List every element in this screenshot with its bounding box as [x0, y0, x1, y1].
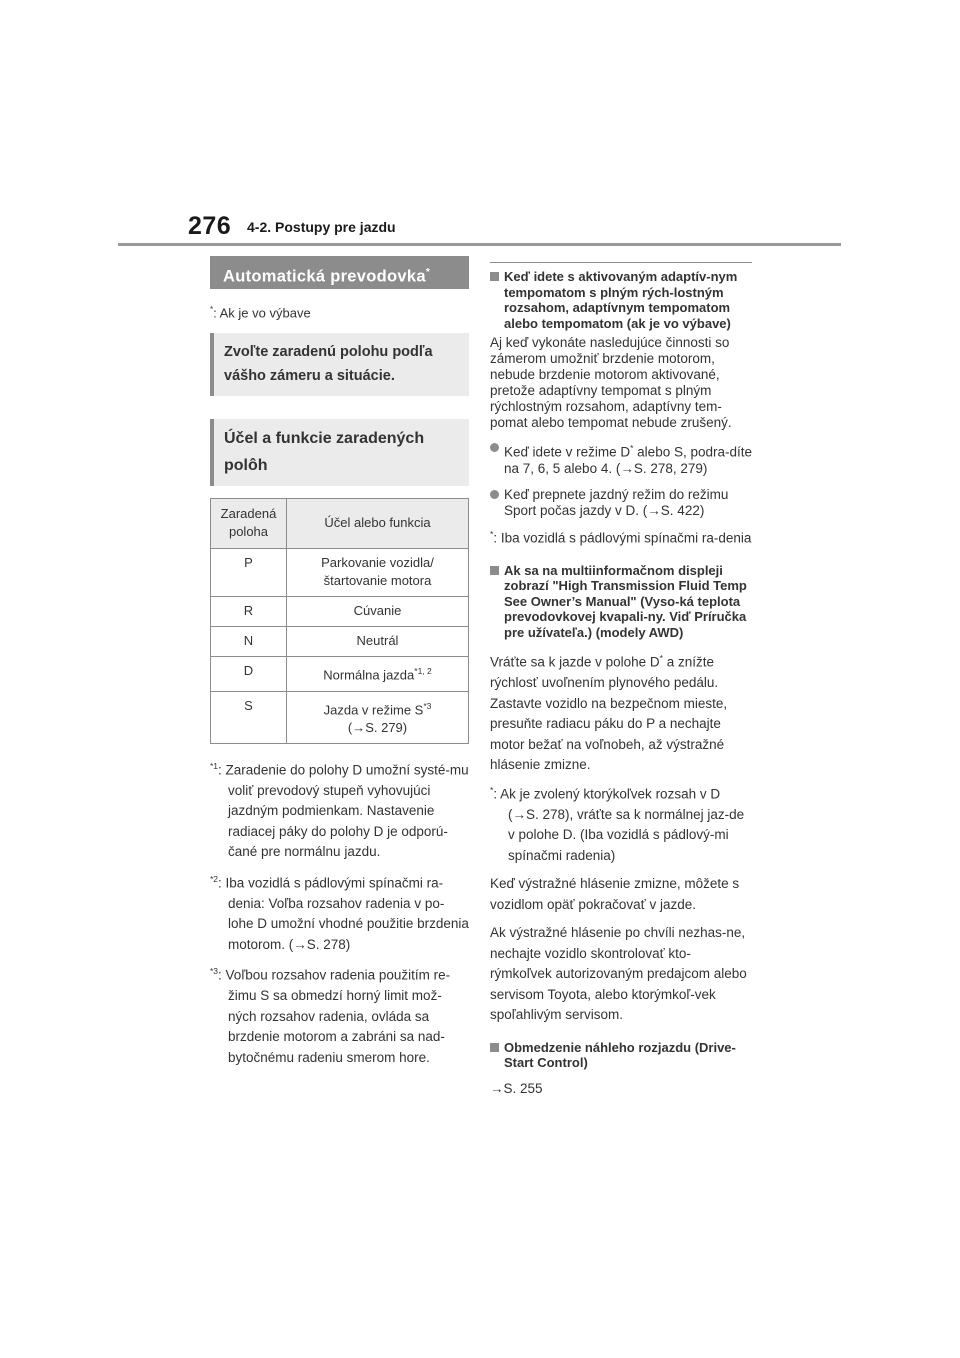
- page-reference: (→S. 279): [347, 719, 408, 735]
- footnote-mark: *: [490, 528, 494, 539]
- footnote: [210, 961, 469, 1068]
- table-header-position: Zaradená poloha: [211, 499, 287, 549]
- footnote-mark: *1: [210, 760, 219, 771]
- paragraph-text: a znížte rýchlosť uvoľnením plynového pedálu. Zastavte vozidlo na bezpečnom mieste, presuňte radiacu páku do P a nechajte motor bežať na voľnobeh, až výstražné hlásenie zmizne.: [490, 654, 728, 772]
- column-top-rule: [490, 262, 752, 263]
- table-cell-position: D: [211, 657, 287, 691]
- topic-heading-text: Keď idete s aktivovaným adaptív-nym tempomatom s plným rých-lostným rozsahom, adaptívnym tempomatom alebo tempomatom (ak je vo výbave): [504, 269, 738, 331]
- footnote-text: : Voľbou rozsahov radenia použitím re-žimu S sa obmedzí horný limit mož-ných rozsahov radenia, ovláda sa brzdenie motorom a zabráni sa nad-bytočnému radeniu smerom hore.: [218, 967, 451, 1065]
- footnote-mark: *: [659, 653, 663, 663]
- list-item-text: Keď idete v režime D: [504, 444, 631, 460]
- table-row: [211, 657, 469, 691]
- footnote-mark: *: [630, 443, 634, 453]
- table-row: [211, 691, 469, 743]
- table-cell-position: S: [211, 691, 287, 743]
- paragraph: Ak výstražné hlásenie po chvíli nezhas-ne, nechajte vozidlo skontrolovať kto-rýmkoľvek autorizovaným predajcom alebo servisom Toyota, alebo ktorýmkoľ-vek spoľahlivým servisom.: [490, 925, 747, 1022]
- table-cell-position: P: [211, 549, 287, 597]
- table-cell-function: [287, 691, 469, 743]
- paragraph: Aj keď vykonáte nasledujúce činnosti so zámerom umožniť brzdenie motorom, nebude brzdenie motorom aktivované, pretože adaptívny tempomat s plným rýchlostným rozsahom, adaptívny tem-pomat alebo tempomat nebude zrušený.: [490, 335, 732, 430]
- table-cell-function-text: Normálna jazda: [323, 667, 415, 683]
- footnote: [490, 780, 752, 867]
- right-column: [490, 262, 752, 1099]
- table-cell-function: [287, 657, 469, 691]
- footnote-text: : Iba vozidlá s pádlovými spínačmi ra-denia: [493, 530, 752, 545]
- page-number: 276: [188, 212, 232, 240]
- table-cell-position: N: [211, 627, 287, 657]
- gear-positions-table: [210, 498, 469, 744]
- page-reference: →S. 255: [490, 1080, 543, 1096]
- left-column: [210, 256, 469, 1068]
- table-cell-position: R: [211, 597, 287, 627]
- circle-bullet-icon: [490, 443, 499, 452]
- topic-heading-text: Ak sa na multiinformačnom displeji zobrazí "High Transmission Fluid Temp See Owner’s Manual" (Vyso-ká teplota prevodovkovej kvapali-ny. Viď Príručka pre užívateľa.) (modely AWD): [504, 562, 747, 640]
- footnote: [490, 524, 752, 549]
- footnote-mark: *3: [210, 966, 219, 977]
- list-item: [490, 440, 752, 478]
- table-cell-function-text: Jazda v režime S: [323, 701, 424, 717]
- lead-box: Zvoľte zaradenú polohu podľa vášho zámeru a situácie.: [210, 333, 469, 396]
- footnote-text: : Ak je zvolený ktorýkoľvek rozsah v D (→S. 278), vráťte sa k normálnej jaz-de v polohe D. (Iba vozidlá s pádlový-mi spínačmi radenia): [493, 786, 745, 863]
- table-row: [211, 597, 469, 627]
- footnote-text: : Zaradenie do polohy D umožní systé-mu voliť prevodový stupeň vyhovujúci jazdným podmienkam. Nastavenie radiacej páky do polohy D je odporú-čané pre normálnu jazdu.: [218, 762, 469, 860]
- table-cell-function: Cúvanie: [287, 597, 469, 627]
- table-cell-function: Neutrál: [287, 627, 469, 657]
- topic-heading: [490, 1040, 752, 1071]
- table-header-row: [211, 499, 469, 549]
- header-divider: [118, 243, 841, 246]
- topic-heading-text: Obmedzenie náhleho rozjazdu (Drive-Start Control): [504, 1039, 736, 1070]
- circle-bullet-icon: [490, 490, 499, 499]
- footnote-mark: *1, 2: [414, 666, 432, 677]
- square-bullet-icon: [490, 272, 499, 281]
- paragraph: [490, 648, 752, 776]
- list-item: [490, 487, 752, 520]
- list-item-text: Keď prepnete jazdný režim do režimu Sport počas jazdy v D. (→S. 422): [504, 486, 729, 518]
- list-item-text: alebo S, podra-díte na 7, 6, 5 alebo 4. (→S. 278, 279): [504, 444, 753, 476]
- footnote: [210, 869, 469, 956]
- main-heading-mark: *: [425, 267, 431, 278]
- table-header-function: Účel alebo funkcia: [287, 499, 469, 549]
- table-row: [211, 549, 469, 597]
- main-heading: [210, 256, 469, 289]
- table-cell-function: Parkovanie vozidla/ štartovanie motora: [287, 549, 469, 597]
- paragraph: Keď výstražné hlásenie zmizne, môžete s vozidlom opäť pokračovať v jazde.: [490, 876, 740, 912]
- footnote-mark: *2: [210, 873, 219, 884]
- topic-heading: [490, 563, 752, 641]
- availability-note: [210, 305, 469, 320]
- main-heading-text: Automatická prevodovka: [223, 267, 426, 286]
- availability-mark: *: [210, 305, 214, 314]
- square-bullet-icon: [490, 566, 499, 575]
- availability-text: : Ak je vo výbave: [213, 305, 311, 321]
- section-title: 4-2. Postupy pre jazdu: [247, 219, 396, 235]
- footnote-mark: *3: [423, 700, 432, 711]
- topic-heading: [490, 269, 752, 331]
- square-bullet-icon: [490, 1043, 499, 1052]
- footnote: [210, 756, 469, 863]
- subheading-box: Účel a funkcie zaradených polôh: [210, 419, 469, 486]
- footnote-text: : Iba vozidlá s pádlovými spínačmi ra-denia: Voľba rozsahov radenia v po-lohe D umožní vhodné použitie brzdenia motorom. (→S. 278): [218, 875, 469, 952]
- paragraph-text: Vráťte sa k jazde v polohe D: [490, 654, 660, 670]
- footnote-mark: *: [490, 784, 494, 795]
- table-row: [211, 627, 469, 657]
